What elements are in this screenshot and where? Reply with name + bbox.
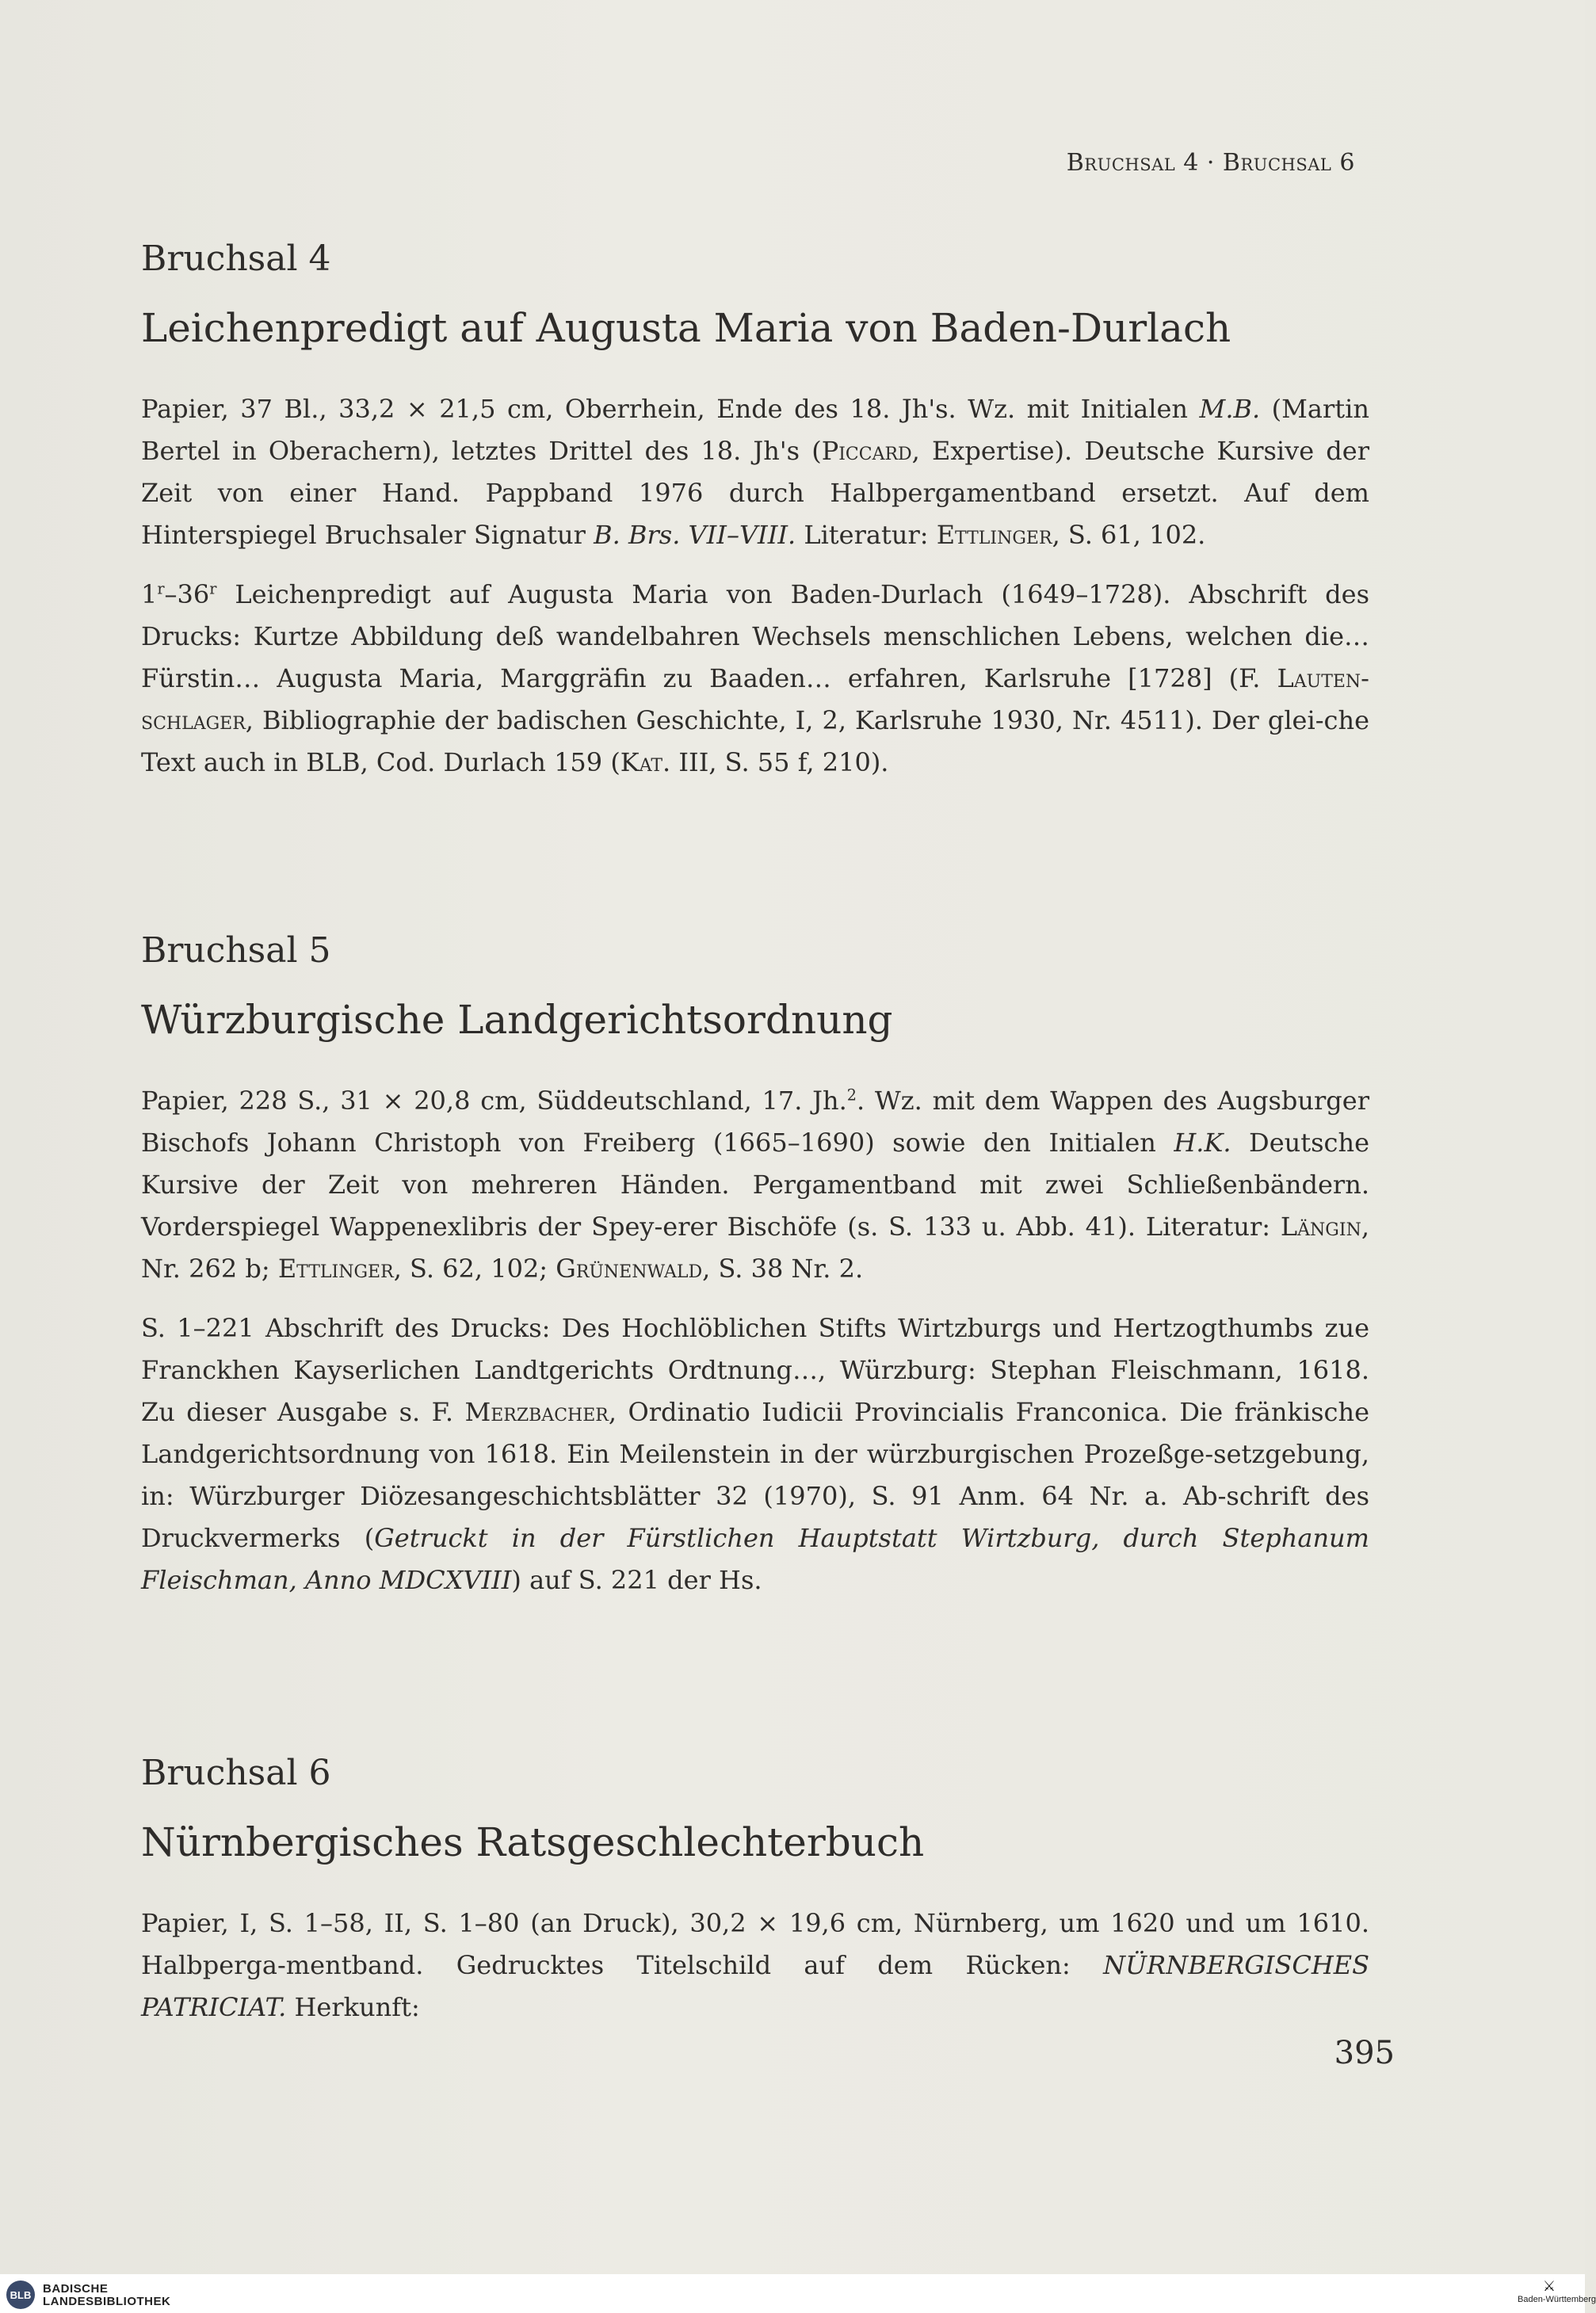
- text-run: III, S. 55 f, 210).: [670, 747, 889, 777]
- catalog-entry-bruchsal-5: [141, 930, 1370, 1601]
- superscript: 2: [846, 1086, 857, 1105]
- entry-subtitle: Nürnbergisches Ratsgeschlechterbuch: [141, 1819, 925, 1865]
- italic-run: B. Brs. VII–VIII.: [594, 520, 796, 550]
- author-name: Piccard: [821, 436, 912, 466]
- baden-wuerttemberg-logo[interactable]: [1518, 2277, 1596, 2312]
- entry-subtitle: Leichenpredigt auf Augusta Maria von Baden-Durlach: [141, 305, 1231, 351]
- contents-description: [141, 1307, 1369, 1601]
- entry-subtitle: Würzburgische Landgerichtsordnung: [141, 997, 893, 1043]
- text-run: . Wz. mit dem Wappen des Augsburger Bischofs Johann Christoph von Freiberg (1665–1690) sowie den Initialen: [141, 1086, 1370, 1158]
- physical-description: [141, 1903, 1369, 2029]
- text-run: , Expertise). Deutsche Kursive der Zeit von einer Hand. Pappband 1976 durch Halbpergamentband ersetzt. Auf dem Hinterspiegel Bruchsaler Signatur: [141, 436, 1369, 550]
- coat-of-arms-icon: ⚔: [1542, 2278, 1556, 2294]
- italic-run: Getruckt in der Fürstlichen Hauptstatt Wirtzburg, durch Stephanum Fleischman, Anno MDCXVIII: [141, 1523, 1370, 1595]
- author-name: Lauten-schlager: [141, 663, 1369, 735]
- author-name: Ettlinger: [936, 520, 1052, 550]
- page-number: 395: [1334, 2035, 1395, 2071]
- text-run: , S. 38 Nr. 2.: [702, 1254, 864, 1284]
- entry-title: Bruchsal 4: [141, 239, 331, 279]
- superscript: r: [209, 579, 217, 598]
- catalog-abbrev: Kat.: [620, 747, 671, 777]
- catalog-entry-bruchsal-6: [141, 1753, 1369, 2029]
- text-run: Herkunft:: [286, 1992, 420, 2022]
- text-run: ) auf S. 221 der Hs.: [511, 1565, 762, 1595]
- text-run: , Nr. 262 b;: [141, 1212, 1369, 1284]
- text-run: Literatur:: [796, 520, 937, 550]
- contents-description: [141, 574, 1369, 784]
- text-run: 1: [141, 579, 158, 609]
- italic-run: M.B.: [1199, 394, 1261, 424]
- text-run: (Martin Bertel in Oberachern), letztes Drittel des 18. Jh's (: [141, 394, 1370, 466]
- italic-run: NÜRNBERGISCHES PATRICIAT.: [141, 1950, 1369, 2022]
- text-run: , S. 62, 102;: [393, 1254, 556, 1284]
- text-run: Papier, 37 Bl., 33,2 × 21,5 cm, Oberrhein, Ende des 18. Jh's. Wz. mit Initialen: [141, 394, 1200, 424]
- text-run: Papier, 228 S., 31 × 20,8 cm, Süddeutschland, 17. Jh.: [141, 1086, 847, 1116]
- author-name: Merzbacher: [464, 1397, 609, 1427]
- text-run: S. 1–221 Abschrift des Drucks: Des Hochlöblichen Stifts Wirtzburgs und Hertzogthumbs zue Franckhen Kayserlichen Landtgerichts Ordtnung…, Würzburg: Stephan Fleischmann, 1618. Zu dieser Ausgabe s. F.: [141, 1313, 1369, 1427]
- text-run: Leichenpredigt auf Augusta Maria von Baden-Durlach (1649–1728). Abschrift des Drucks: Kurtze Abbildung deß wandelbahren Wechsels menschlichen Lebens, welchen die… Fürstin… Augusta Maria, Marggräfin zu Baaden… erfahren, Karlsruhe [1728] (F.: [141, 579, 1369, 693]
- text-run: , S. 61, 102.: [1052, 520, 1206, 550]
- italic-run: H.K.: [1174, 1128, 1231, 1158]
- author-name: Längin: [1280, 1212, 1361, 1242]
- library-name: [43, 2283, 170, 2308]
- physical-description: [141, 388, 1369, 556]
- text-run: , Bibliographie der badischen Geschichte, I, 2, Karlsruhe 1930, Nr. 4511). Der glei-che Text auch in BLB, Cod. Durlach 159 (: [141, 705, 1369, 777]
- partner-name: Baden-Württemberg: [1518, 2295, 1596, 2304]
- author-name: Grünenwald: [556, 1254, 703, 1284]
- author-name: Ettlinger: [277, 1254, 394, 1284]
- physical-description: [141, 1080, 1369, 1290]
- library-name-line: BADISCHE: [43, 2282, 109, 2296]
- digitization-footer: [0, 2274, 1596, 2313]
- library-name-line: LANDESBIBLIOTHEK: [43, 2295, 171, 2308]
- entry-title: Bruchsal 6: [141, 1753, 331, 1793]
- text-run: –36: [164, 579, 210, 609]
- text-run: , Ordinatio Iudicii Provincialis Franconica. Die fränkische Landgerichtsordnung von 1618. Ein Meilenstein in der würzburgischen Prozeßge-setzgebung, in: Würzburger Diözesangeschichtsblätter 32 (1970), S. 91 Anm. 64 Nr. a. Ab-schrift des Druckvermerks (: [141, 1397, 1370, 1553]
- superscript: r: [157, 579, 165, 598]
- text-run: Papier, I, S. 1–58, II, S. 1–80 (an Druck), 30,2 × 19,6 cm, Nürnberg, um 1620 und um 1610. Halbperga-mentband. Gedrucktes Titelschild auf dem Rücken:: [141, 1908, 1369, 1980]
- running-head: Bruchsal 4 · Bruchsal 6: [1066, 149, 1355, 177]
- entry-title: Bruchsal 5: [141, 930, 331, 971]
- library-logo[interactable]: BLB: [6, 2281, 35, 2309]
- text-run: Deutsche Kursive der Zeit von mehreren Händen. Pergamentband mit zwei Schließenbändern. Vorderspiegel Wappenexlibris der Spey-erer Bischöfe (s. S. 133 u. Abb. 41). Literatur:: [141, 1128, 1369, 1242]
- catalog-entry-bruchsal-4: [141, 239, 1370, 784]
